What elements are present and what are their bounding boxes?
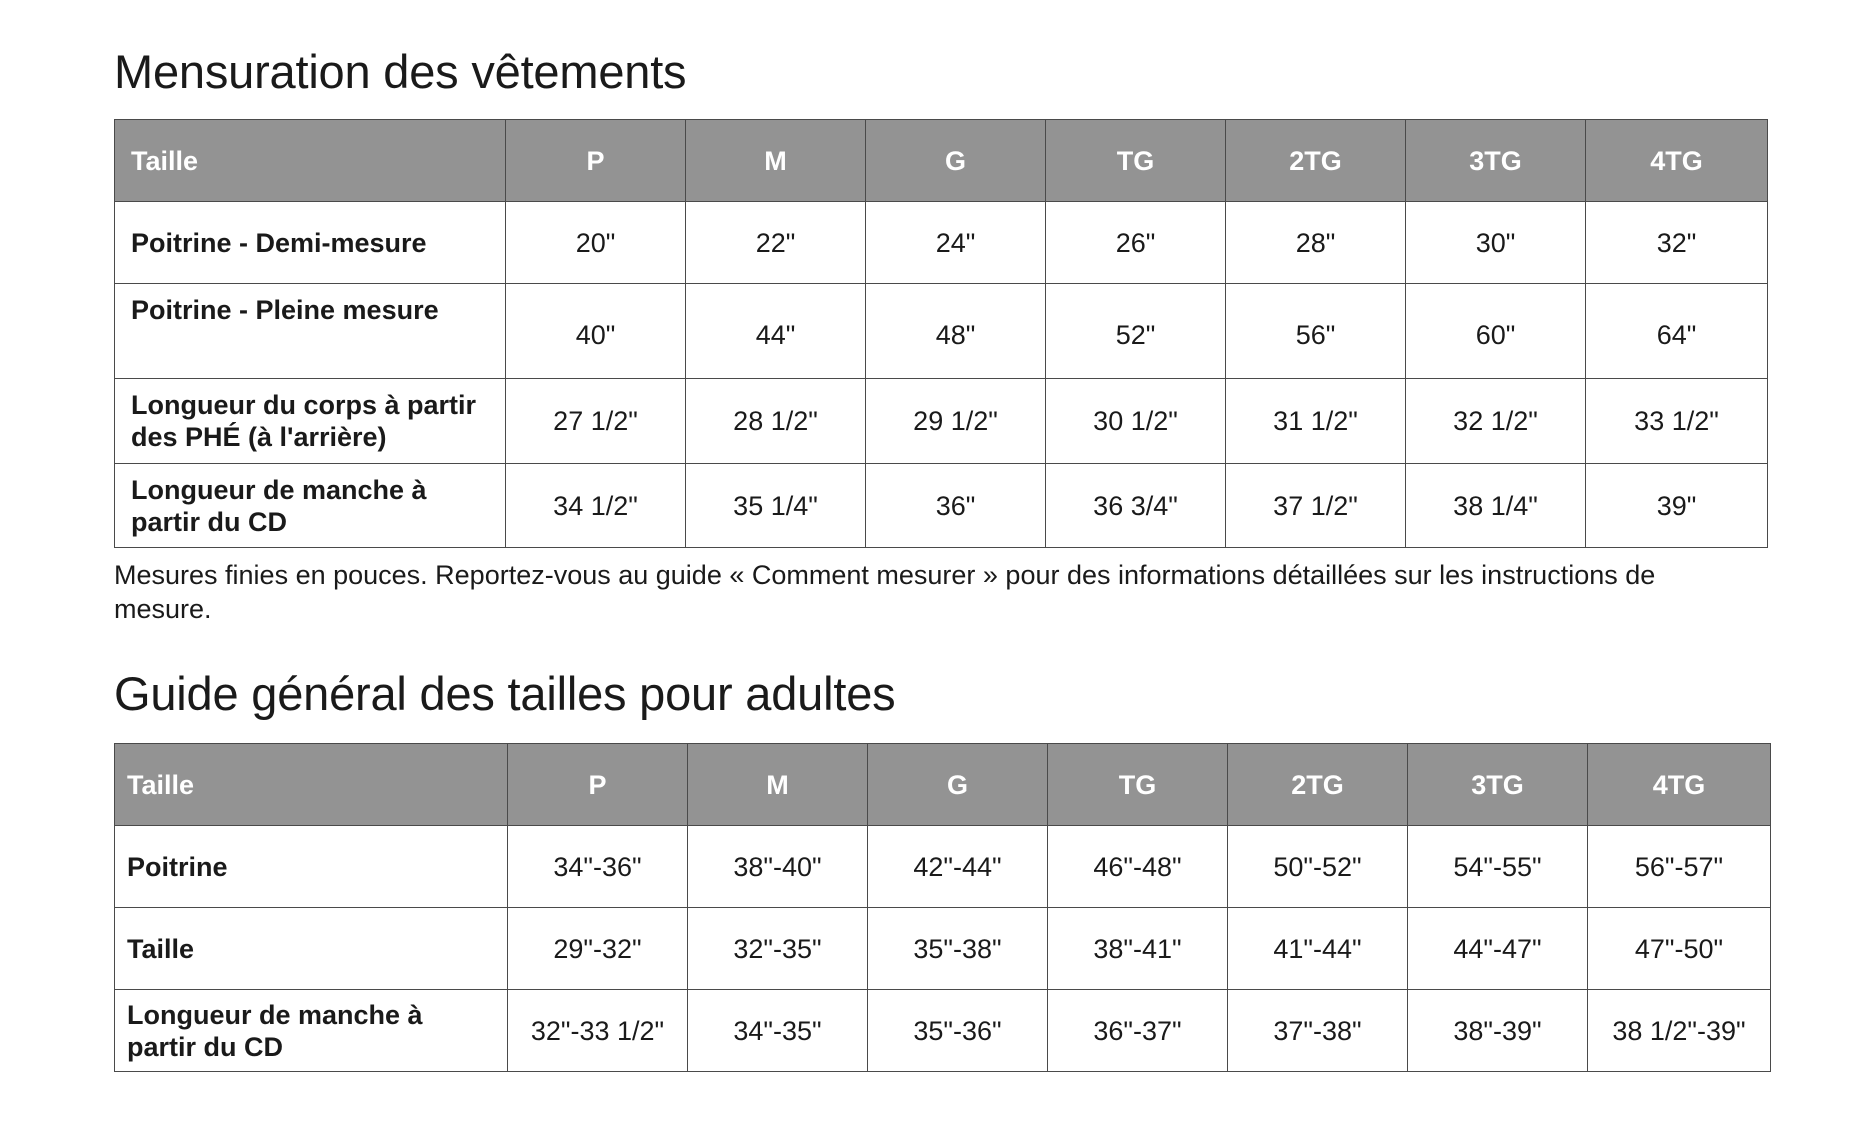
table-cell: 46"-48" — [1048, 826, 1228, 908]
table-cell: 64" — [1586, 284, 1768, 379]
table-row — [115, 284, 1768, 379]
table-cell: 22" — [686, 202, 866, 284]
header-cell-g: G — [866, 120, 1046, 202]
table-cell: 35"-38" — [868, 908, 1048, 990]
table-header-row — [115, 744, 1771, 826]
table-cell: 47"-50" — [1588, 908, 1771, 990]
table-cell: 32"-35" — [688, 908, 868, 990]
table-cell: 32" — [1586, 202, 1768, 284]
table-cell: 52" — [1046, 284, 1226, 379]
table-cell: 30 1/2" — [1046, 379, 1226, 464]
table-row — [115, 908, 1771, 990]
section-title-adult-size-guide: Guide général des tailles pour adultes — [114, 667, 896, 720]
row-label-sleeve-length: Longueur de manche à partir du CD — [115, 464, 506, 548]
row-label-chest-full: Poitrine - Pleine mesure — [115, 284, 506, 379]
row-label-chest-half: Poitrine - Demi-mesure — [115, 202, 506, 284]
row-label-body-length: Longueur du corps à partir des PHÉ (à l'arrière) — [115, 379, 506, 464]
table-cell: 26" — [1046, 202, 1226, 284]
table-cell: 36"-37" — [1048, 990, 1228, 1072]
table-row — [115, 464, 1768, 548]
table-cell: 28 1/2" — [686, 379, 866, 464]
header-cell-m: M — [688, 744, 868, 826]
table-cell: 42"-44" — [868, 826, 1048, 908]
table-cell: 50"-52" — [1228, 826, 1408, 908]
table-cell: 54"-55" — [1408, 826, 1588, 908]
table-header-row — [115, 120, 1768, 202]
row-label-chest: Poitrine — [115, 826, 508, 908]
header-cell-m: M — [686, 120, 866, 202]
header-cell-tg: TG — [1048, 744, 1228, 826]
header-cell-size: Taille — [115, 120, 506, 202]
table-cell: 37 1/2" — [1226, 464, 1406, 548]
table-row — [115, 379, 1768, 464]
table-cell: 36 3/4" — [1046, 464, 1226, 548]
header-cell-size: Taille — [115, 744, 508, 826]
table-cell: 38"-39" — [1408, 990, 1588, 1072]
table-cell: 20" — [506, 202, 686, 284]
table-cell: 44"-47" — [1408, 908, 1588, 990]
table-cell: 32"-33 1/2" — [508, 990, 688, 1072]
table-cell: 39" — [1586, 464, 1768, 548]
table-cell: 27 1/2" — [506, 379, 686, 464]
table-cell: 40" — [506, 284, 686, 379]
table-cell: 48" — [866, 284, 1046, 379]
table-cell: 29 1/2" — [866, 379, 1046, 464]
section-title-garment-measurements: Mensuration des vêtements — [114, 45, 687, 98]
header-cell-p: P — [508, 744, 688, 826]
header-cell-4tg: 4TG — [1588, 744, 1771, 826]
row-label-sleeve-length: Longueur de manche à partir du CD — [115, 990, 508, 1072]
table-cell: 56" — [1226, 284, 1406, 379]
header-cell-4tg: 4TG — [1586, 120, 1768, 202]
table-cell: 35 1/4" — [686, 464, 866, 548]
table-cell: 38"-41" — [1048, 908, 1228, 990]
table-cell: 33 1/2" — [1586, 379, 1768, 464]
table-cell: 56"-57" — [1588, 826, 1771, 908]
table-cell: 44" — [686, 284, 866, 379]
table-cell: 28" — [1226, 202, 1406, 284]
header-cell-3tg: 3TG — [1408, 744, 1588, 826]
table-row — [115, 202, 1768, 284]
table-cell: 29"-32" — [508, 908, 688, 990]
table-cell: 37"-38" — [1228, 990, 1408, 1072]
table-cell: 38 1/2"-39" — [1588, 990, 1771, 1072]
table-cell: 41"-44" — [1228, 908, 1408, 990]
header-cell-2tg: 2TG — [1228, 744, 1408, 826]
measurement-note: Mesures finies en pouces. Reportez-vous au guide « Comment mesurer » pour des informations détaillées sur les instructions de mesure. — [114, 560, 1656, 624]
header-cell-g: G — [868, 744, 1048, 826]
table-cell: 38 1/4" — [1406, 464, 1586, 548]
table-row — [115, 990, 1771, 1072]
table-cell: 60" — [1406, 284, 1586, 379]
table-cell: 34"-35" — [688, 990, 868, 1072]
table-cell: 38"-40" — [688, 826, 868, 908]
header-cell-3tg: 3TG — [1406, 120, 1586, 202]
header-cell-tg: TG — [1046, 120, 1226, 202]
header-cell-2tg: 2TG — [1226, 120, 1406, 202]
table-cell: 24" — [866, 202, 1046, 284]
table-cell: 32 1/2" — [1406, 379, 1586, 464]
table-cell: 31 1/2" — [1226, 379, 1406, 464]
adult-size-guide-table — [114, 743, 1771, 1072]
table-row — [115, 826, 1771, 908]
table-cell: 36" — [866, 464, 1046, 548]
garment-measurements-table — [114, 119, 1768, 548]
table-cell: 34"-36" — [508, 826, 688, 908]
table-cell: 34 1/2" — [506, 464, 686, 548]
header-cell-p: P — [506, 120, 686, 202]
row-label-waist: Taille — [115, 908, 508, 990]
table-cell: 35"-36" — [868, 990, 1048, 1072]
table-cell: 30" — [1406, 202, 1586, 284]
